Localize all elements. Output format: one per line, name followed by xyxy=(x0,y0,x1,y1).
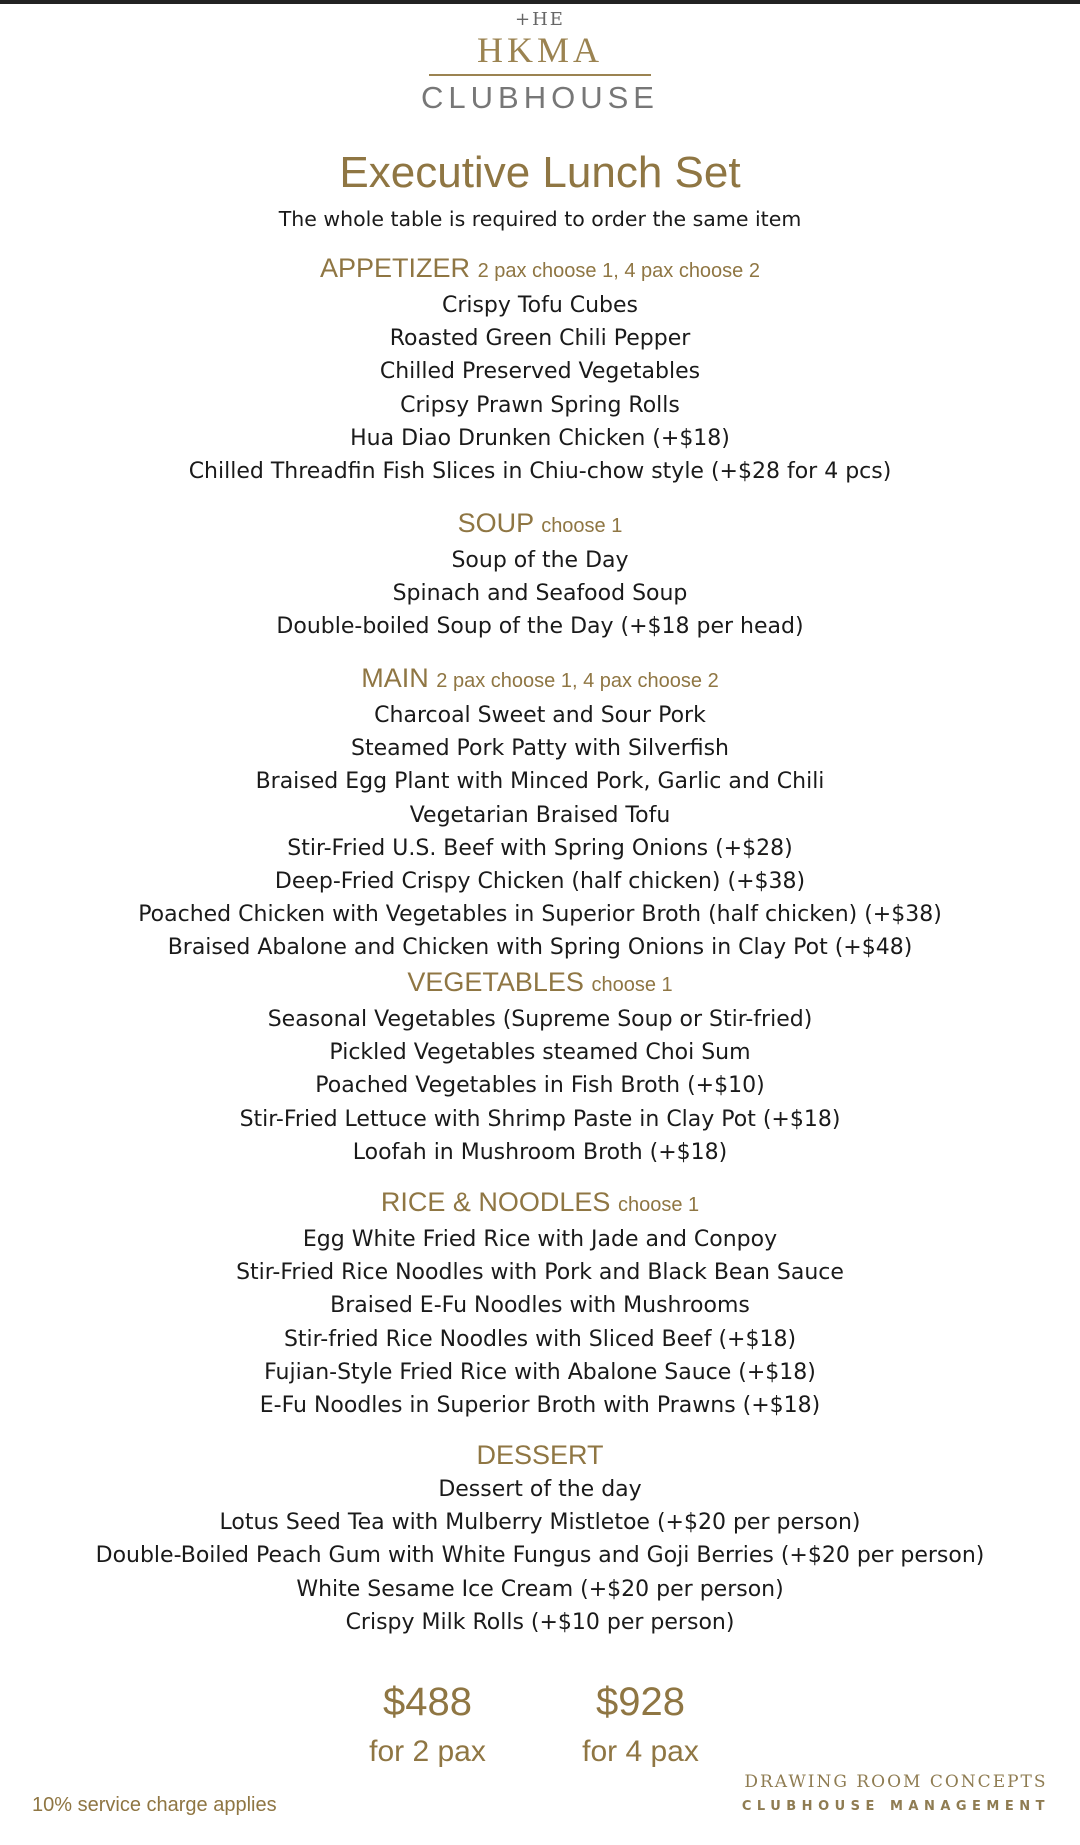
menu-item: Pickled Vegetables steamed Choi Sum xyxy=(329,1040,751,1066)
section-name: MAIN xyxy=(361,663,429,693)
section-heading xyxy=(0,964,1080,1003)
menu-item: Chilled Preserved Vegetables xyxy=(379,359,701,385)
section-name: DESSERT xyxy=(476,1440,604,1470)
menu-item: Soup of the Day xyxy=(451,548,629,573)
section-heading xyxy=(0,250,1080,289)
menu-item: Steamed Pork Patty with Silverfish xyxy=(351,736,729,762)
section-heading xyxy=(0,1184,1080,1223)
menu-item: Double-boiled Soup of the Day (+$18 per head) xyxy=(276,614,804,640)
menu-item: Chilled Threadfin Fish Slices in Chiu-chow style (+$28 for 4 pcs) xyxy=(188,459,892,485)
brand-line-1: DRAWING ROOM CONCEPTS xyxy=(744,1772,1048,1792)
section-soup xyxy=(0,505,1080,644)
top-border xyxy=(0,0,1080,4)
menu-item: White Sesame Ice Cream (+$20 per person) xyxy=(296,1576,784,1602)
section-dessert xyxy=(0,1437,1080,1639)
section-rule: choose 1 xyxy=(541,515,623,537)
section-rule: 2 pax choose 1, 4 pax choose 2 xyxy=(477,260,760,282)
menu-item: Vegetarian Braised Tofu xyxy=(409,802,671,828)
menu-item: Loofah in Mushroom Broth (+$18) xyxy=(352,1139,728,1165)
menu-item: Braised Abalone and Chicken with Spring Onions in Clay Pot (+$48) xyxy=(167,935,913,961)
brand-line-2: CLUBHOUSE MANAGEMENT xyxy=(741,1799,1050,1814)
service-charge-note: 10% service charge applies xyxy=(32,1794,277,1816)
price-label: for 2 pax xyxy=(369,1735,486,1768)
logo-hkma: HKMA xyxy=(476,30,603,70)
menu-item: Stir-fried Rice Noodles with Sliced Beef (+$18) xyxy=(283,1326,797,1352)
price-amount: $488 xyxy=(383,1680,472,1724)
menu-item: Double-Boiled Peach Gum with White Fungus and Goji Berries (+$20 per person) xyxy=(95,1543,985,1569)
section-rule: 2 pax choose 1, 4 pax choose 2 xyxy=(436,670,719,692)
menu-item: Spinach and Seafood Soup xyxy=(392,581,688,607)
section-name: SOUP xyxy=(457,508,534,538)
section-name: VEGETABLES xyxy=(407,967,584,997)
menu-item: Poached Vegetables in Fish Broth (+$10) xyxy=(315,1073,765,1099)
section-heading xyxy=(0,660,1080,699)
menu-item: Hua Diao Drunken Chicken (+$18) xyxy=(350,425,730,451)
menu-item: Cripsy Prawn Spring Rolls xyxy=(400,392,680,418)
menu-subtitle: The whole table is required to order the same item xyxy=(278,207,802,231)
section-name: APPETIZER xyxy=(320,253,471,283)
drawing-room-concepts-logo xyxy=(742,1770,1050,1820)
menu-item: Braised Egg Plant with Minced Pork, Garlic and Chili xyxy=(255,769,825,795)
hkma-logo xyxy=(0,10,1080,115)
section-rule: choose 1 xyxy=(591,974,673,996)
menu-item: Poached Chicken with Vegetables in Superior Broth (half chicken) (+$38) xyxy=(138,902,942,928)
logo-the: +HE xyxy=(515,9,565,30)
section-main xyxy=(0,660,1080,965)
price-4-pax xyxy=(563,1678,718,1772)
menu-item: Charcoal Sweet and Sour Pork xyxy=(374,703,706,728)
section-heading xyxy=(0,505,1080,544)
menu-item: Stir-Fried Lettuce with Shrimp Paste in Clay Pot (+$18) xyxy=(239,1106,841,1132)
section-rice-noodles xyxy=(0,1184,1080,1422)
section-name: RICE & NOODLES xyxy=(380,1187,611,1217)
section-rule: choose 1 xyxy=(617,1194,700,1216)
price-2-pax xyxy=(350,1678,505,1772)
menu-item: Deep-Fried Crispy Chicken (half chicken) (+$38) xyxy=(274,869,806,895)
menu-item: Stir-Fried U.S. Beef with Spring Onions (+$28) xyxy=(287,835,793,861)
menu-item: Crispy Tofu Cubes xyxy=(441,293,639,318)
logo-divider xyxy=(429,74,651,76)
menu-item: Seasonal Vegetables (Supreme Soup or Stir-fried) xyxy=(267,1007,813,1032)
menu-item: Braised E-Fu Noodles with Mushrooms xyxy=(330,1293,750,1319)
price-label: for 4 pax xyxy=(582,1735,699,1768)
menu-item: Egg White Fried Rice with Jade and Conpoy xyxy=(302,1227,778,1252)
logo-clubhouse: CLUBHOUSE xyxy=(421,80,659,115)
price-amount: $928 xyxy=(596,1680,685,1724)
menu-item: Roasted Green Chili Pepper xyxy=(389,326,691,352)
menu-item: E-Fu Noodles in Superior Broth with Prawns (+$18) xyxy=(259,1393,821,1419)
section-heading xyxy=(0,1437,1080,1473)
menu-item: Crispy Milk Rolls (+$10 per person) xyxy=(345,1609,735,1635)
menu-item: Dessert of the day xyxy=(438,1477,642,1502)
section-vegetables xyxy=(0,964,1080,1169)
menu-item: Stir-Fried Rice Noodles with Pork and Black Bean Sauce xyxy=(236,1260,844,1286)
menu-title: Executive Lunch Set xyxy=(339,148,741,197)
menu-item: Lotus Seed Tea with Mulberry Mistletoe (+$20 per person) xyxy=(219,1510,861,1536)
section-appetizer xyxy=(0,250,1080,488)
menu-item: Fujian-Style Fried Rice with Abalone Sauce (+$18) xyxy=(264,1359,816,1385)
